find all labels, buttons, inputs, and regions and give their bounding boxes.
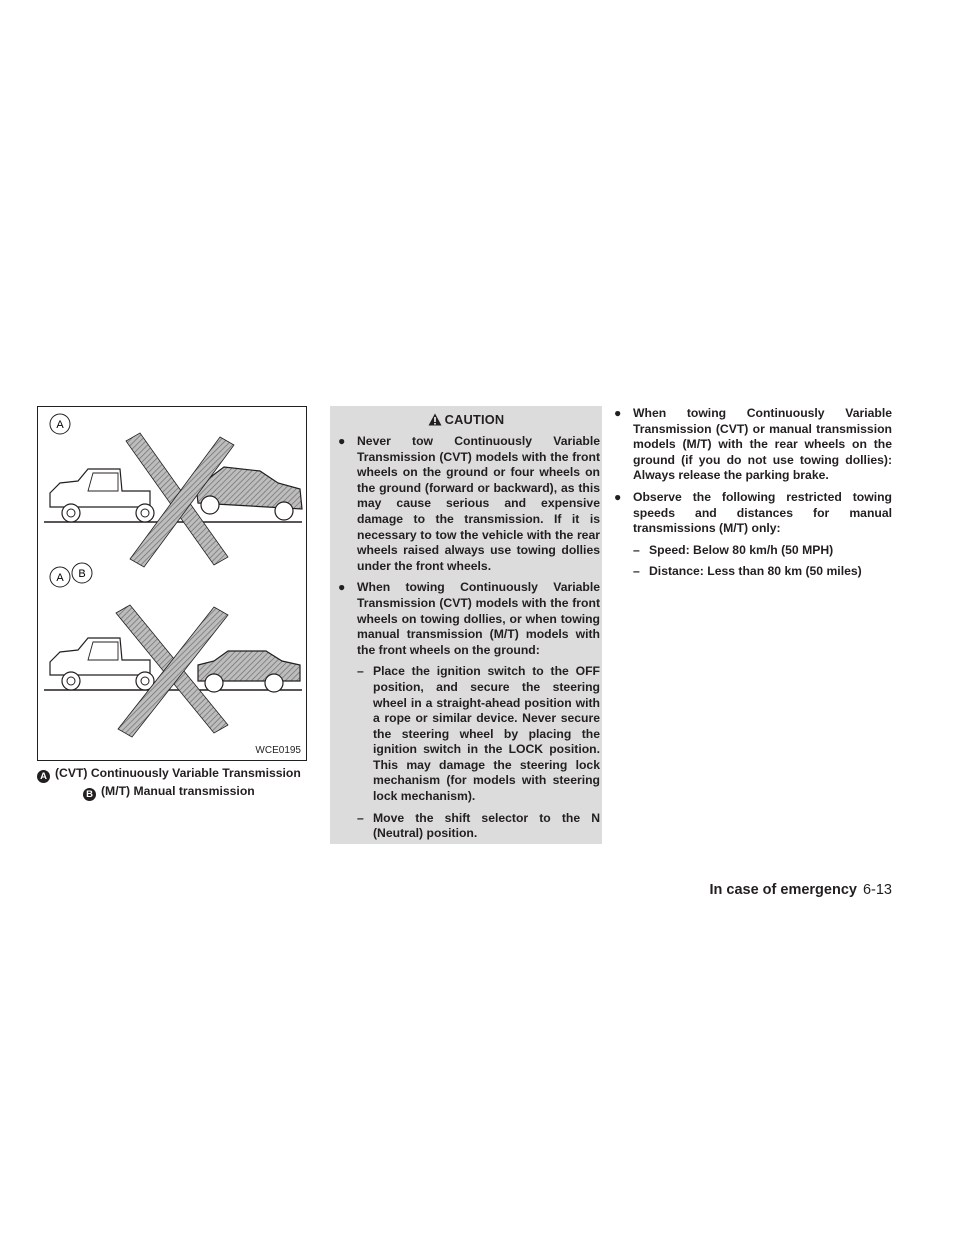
dash-mark: –	[633, 564, 640, 579]
caution-heading	[330, 412, 602, 427]
badge-a: A	[37, 770, 50, 783]
caution-item: ● Never tow Continuously Variable Transmission (CVT) models with the front wheels on the ground or four wheels on the ground (forward or backward), as this may cause serious and expensive damage to the transmission. If it is necessary to tow the vehicle with the rear wheels raised always use towing dollies under the front wheels.	[338, 434, 600, 573]
scene-mt	[44, 605, 302, 737]
figure-caption	[37, 765, 317, 801]
caution-subitem: – Place the ignition switch to the OFF position, and secure the steering wheel in a straight-ahead position with a rope or similar device. Never secure the steering wheel by placing the ignition switch in the LOCK position. This may damage the steering lock mechanism (for models with steering lock mechanism).	[357, 664, 600, 804]
bullet-dot-icon: ●	[614, 489, 622, 504]
bullet-dot-icon: ●	[338, 434, 346, 448]
page-number: 6-13	[862, 882, 892, 898]
caution-item: ● When towing Continuously Variable Transmission (CVT) models with the front wheels on towing dollies, or when towing manual transmission (M/T) models with the front wheels on the ground:	[338, 580, 600, 657]
towing-diagram	[38, 407, 306, 760]
towing-notes	[614, 406, 892, 586]
label-a-top	[50, 414, 70, 434]
caution-title: CAUTION	[444, 412, 505, 427]
bullet-dot-icon: ●	[338, 580, 346, 595]
svg-text:A: A	[56, 572, 64, 584]
caption-b-text: (M/T) Manual transmission	[101, 784, 255, 798]
scene-cvt	[44, 433, 302, 567]
note-item: ● When towing Continuously Variable Transmission (CVT) or manual transmission models (M/T) with the rear wheels on the ground (if you do not use towing dollies): Always release the parking brake.	[614, 406, 892, 483]
section-title: In case of emergency	[709, 882, 857, 898]
dash-mark: –	[633, 542, 640, 557]
label-a-bottom	[50, 567, 70, 587]
note-subitem: – Speed: Below 80 km/h (50 MPH)	[633, 542, 834, 557]
caption-a-text: (CVT) Continuously Variable Transmission	[55, 766, 301, 780]
note-item: ● Observe the following restricted towing speeds and distances for manual transmissions (M/T) only:	[614, 489, 892, 536]
towing-illustration	[37, 406, 307, 761]
bullet-dot-icon: ●	[614, 406, 622, 420]
note-subitem: – Distance: Less than 80 km (50 miles)	[633, 564, 862, 579]
label-b	[72, 563, 92, 583]
caution-content	[338, 434, 600, 848]
figure-code: WCE0195	[255, 745, 301, 756]
badge-b: B	[83, 788, 96, 801]
caution-subitem: – Move the shift selector to the N (Neutral) position.	[357, 810, 600, 841]
dash-mark: –	[357, 664, 364, 679]
warning-icon	[428, 413, 442, 426]
caption-row-a	[37, 765, 317, 783]
svg-text:A: A	[56, 419, 64, 431]
dash-mark: –	[357, 810, 364, 825]
svg-text:B: B	[78, 568, 86, 580]
page-footer	[709, 882, 892, 898]
caption-row-b	[37, 783, 317, 801]
